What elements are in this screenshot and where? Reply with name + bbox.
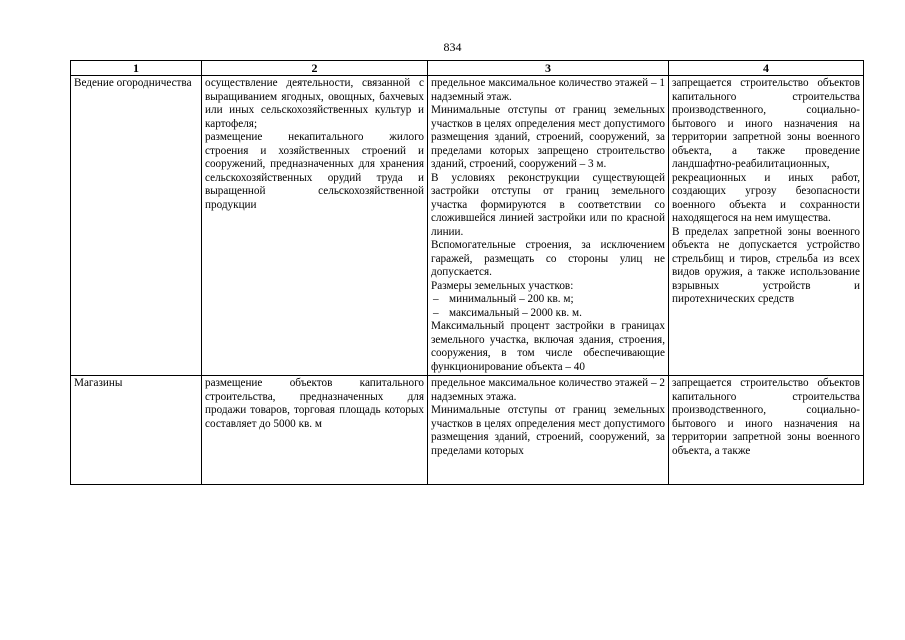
building-parameters <box>428 76 669 376</box>
column-header-1: 1 <box>71 61 202 76</box>
description-paragraph: размещение некапитального жилого строения и хозяйственных строений и сооружений, предназначенных для хранения сельскохозяйственных орудий труда и выращенной сельскохозяйственной продукции <box>205 131 424 211</box>
parameter-paragraph: Минимальные отступы от границ земельных участков в целях определения мест допустимого размещения зданий, строений, сооружений, за пределами которых <box>431 404 665 457</box>
column-header-4: 4 <box>669 61 864 76</box>
column-header-3: 3 <box>428 61 669 76</box>
parameter-paragraph: В условиях реконструкции существующей застройки отступы от границ земельного участка формируются в соответствии со сложившейся линией застройки или по красной линии. <box>431 171 665 238</box>
restriction-paragraph: запрещается строительство объектов капитального строительства производственного, социально-бытового и иного назначения на территории запретной зоны военного объекта, а также <box>672 377 860 457</box>
parameter-paragraph: предельное максимальное количество этажей – 1 надземный этаж. <box>431 77 665 103</box>
land-use-name <box>71 76 202 376</box>
parameter-list-item: – максимальный – 2000 кв. м. <box>431 307 665 321</box>
column-header-2: 2 <box>202 61 428 76</box>
table-row <box>71 376 864 485</box>
description-paragraph: размещение объектов капитального строительства, предназначенных для продажи товаров, торговая площадь которых составляет до 5000 кв. м <box>205 377 424 430</box>
building-parameters <box>428 376 669 485</box>
restrictions <box>669 376 864 485</box>
land-use-description <box>202 376 428 485</box>
parameter-paragraph: Вспомогательные строения, за исключением гаражей, размещать со стороны улиц не допускается. <box>431 239 665 278</box>
land-use-name-text: Ведение огородничества <box>74 77 192 89</box>
regulations-table <box>70 60 864 485</box>
table-row <box>71 76 864 376</box>
parameter-paragraph: Минимальные отступы от границ земельных участков в целях определения мест допустимого размещения зданий, строений, сооружений, за пределами которых запрещено строительство зданий, строений, сооружений – 3 м. <box>431 104 665 170</box>
restriction-paragraph: В пределах запретной зоны военного объекта не допускается устройство стрельбищ и тиров, стрельба из всех видов оружия, а также использование взрывных устройств и пиротехнических средств <box>672 225 860 305</box>
restriction-paragraph: запрещается строительство объектов капитального строительства производственного, социально-бытового и иного назначения на территории запретной зоны военного объекта, а также проведение ландшафтно-реабилитационных, рекреационных и иных работ, создающих угрозу безопасности военного объекта и сохранности находящегося на нем имущества. <box>672 77 860 224</box>
page-number: 834 <box>443 40 462 54</box>
table-header-row <box>71 61 864 76</box>
land-use-description <box>202 76 428 376</box>
parameter-paragraph: Размеры земельных участков: <box>431 279 574 292</box>
parameter-paragraph: предельное максимальное количество этажей – 2 надземных этажа. <box>431 377 665 403</box>
parameter-paragraph: Максимальный процент застройки в границах земельного участка, включая здания, строения, сооружения, в том числе обеспечивающие функционирование объекта – 40 <box>431 320 665 373</box>
land-use-name-text: Магазины <box>74 377 123 389</box>
land-use-name <box>71 376 202 485</box>
description-paragraph: осуществление деятельности, связанной с выращиванием ягодных, овощных, бахчевых или иных сельскохозяйственных культур и картофеля; <box>205 77 424 130</box>
restrictions <box>669 76 864 376</box>
parameter-list-item: – минимальный – 200 кв. м; <box>431 293 665 307</box>
